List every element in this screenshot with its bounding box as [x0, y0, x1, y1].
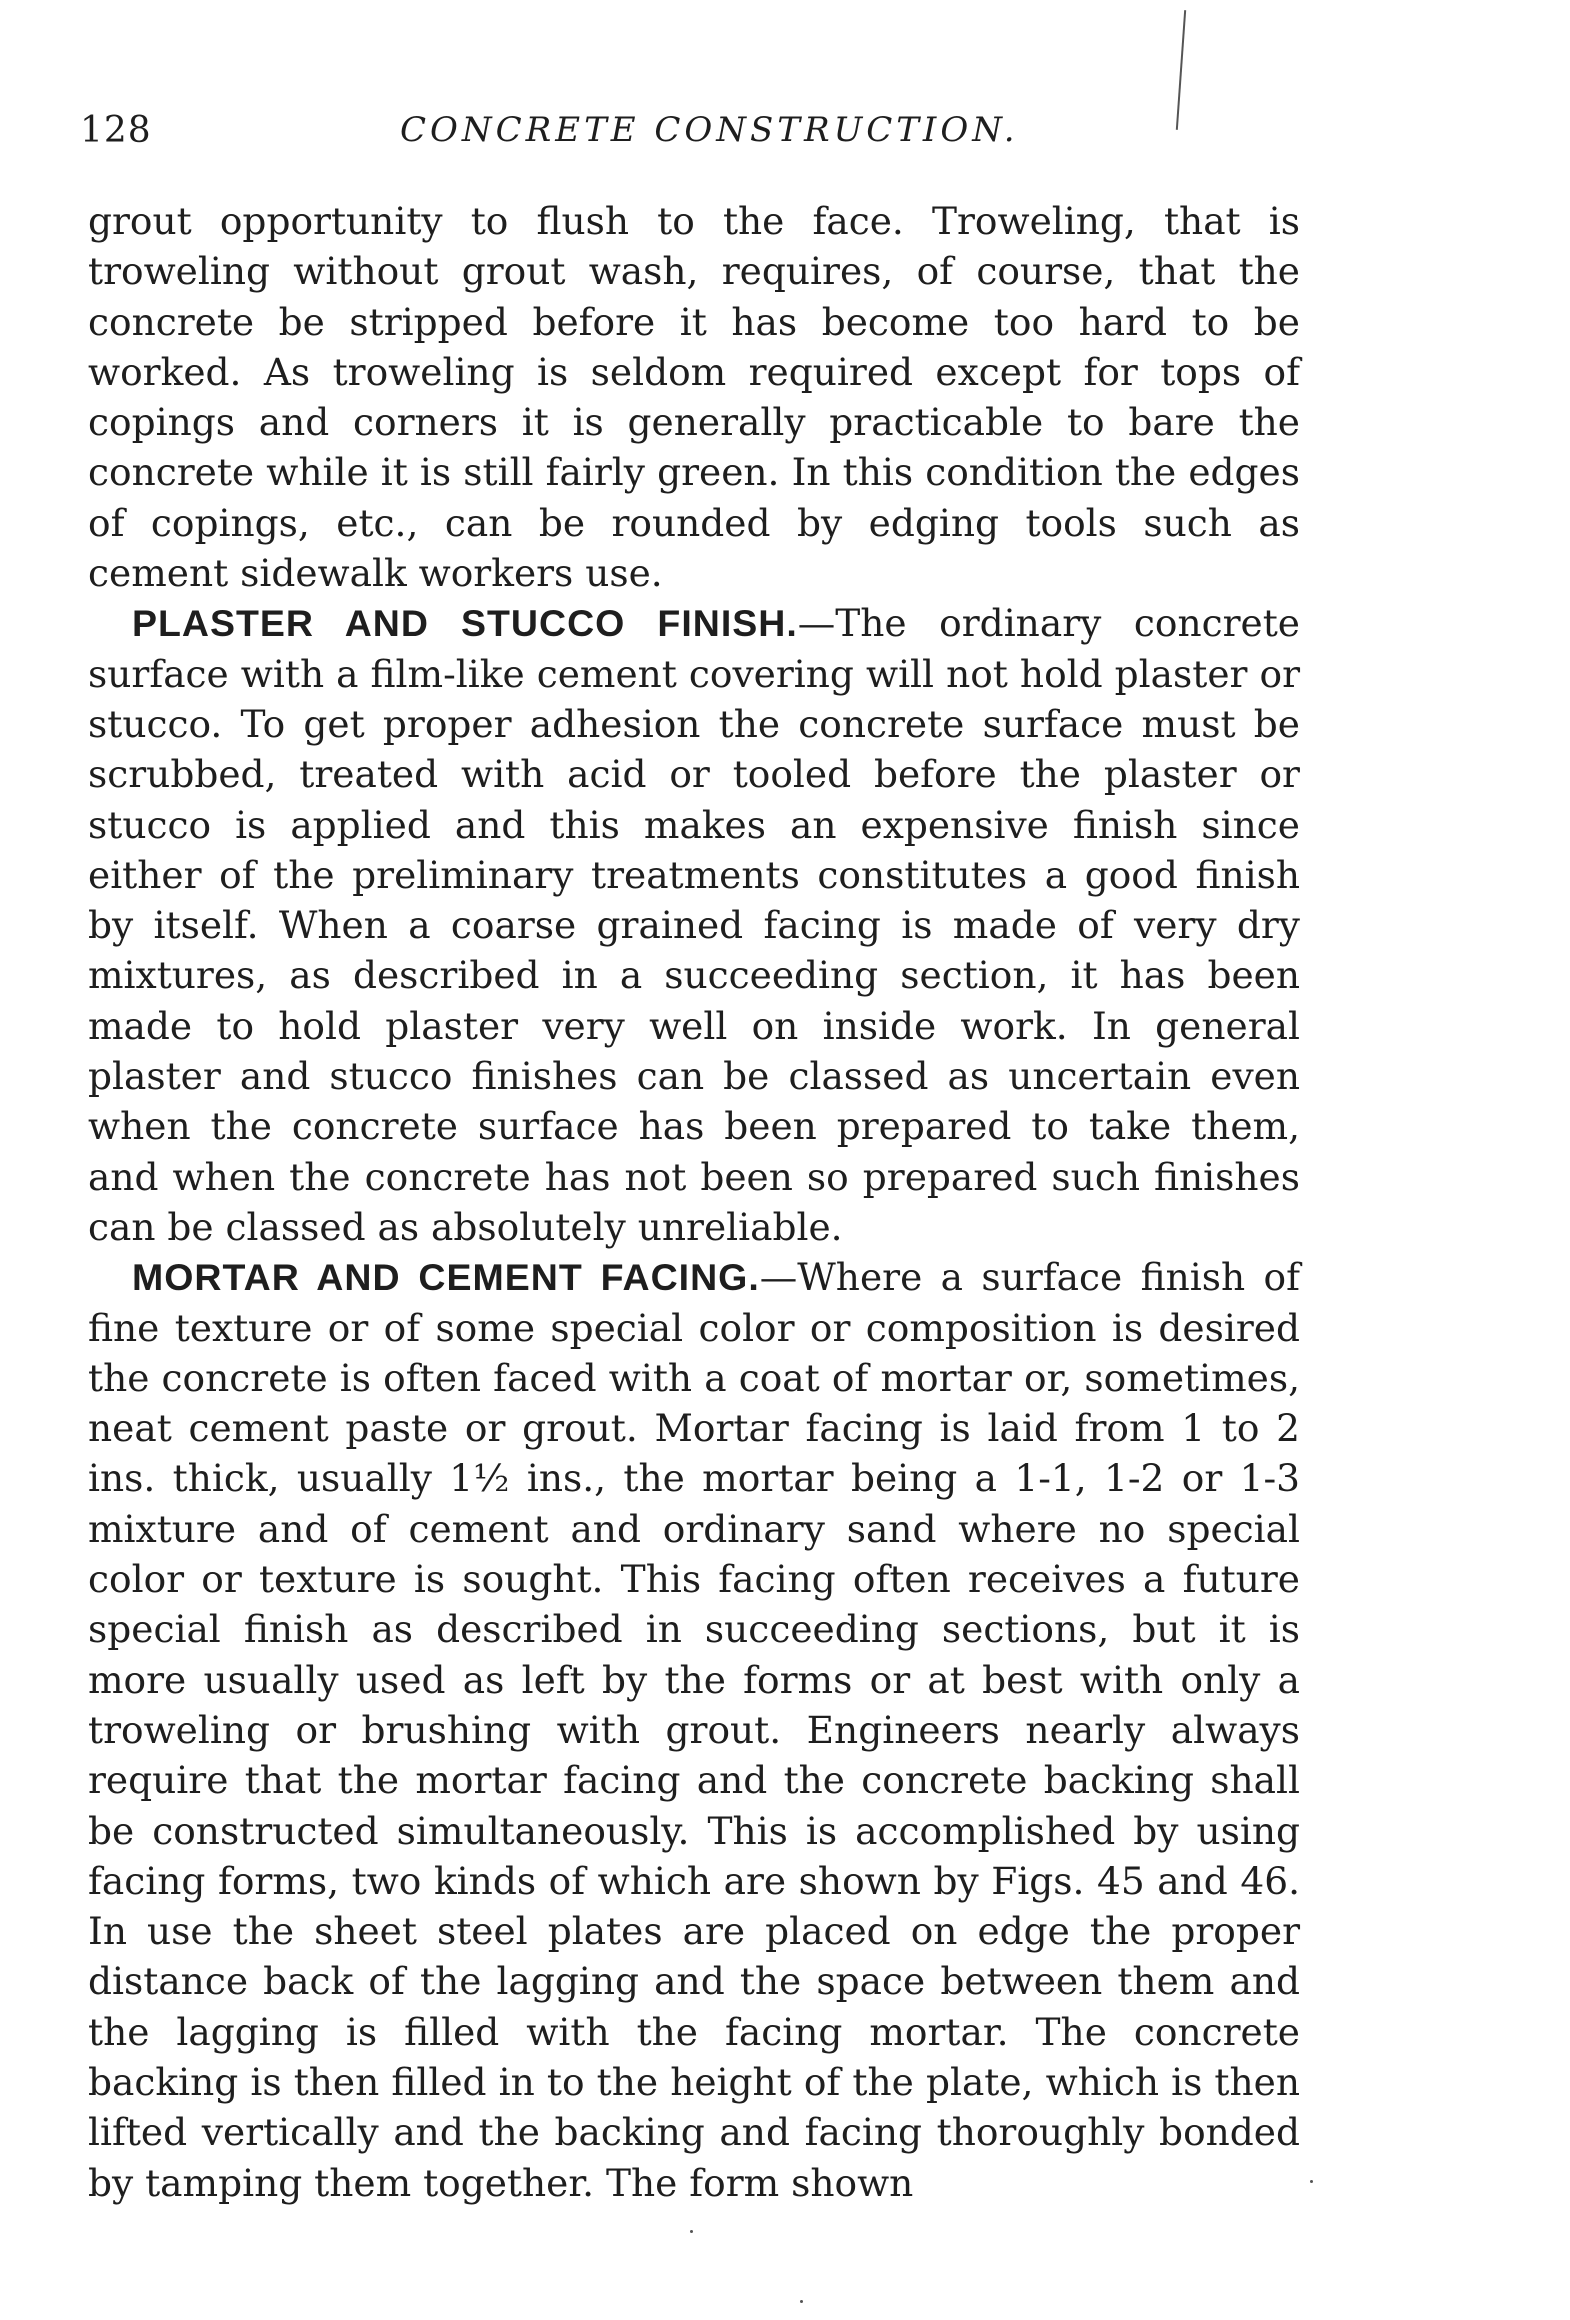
scan-artifact-dot — [800, 2300, 803, 2303]
paragraph-continuation — [88, 196, 1300, 598]
running-title: CONCRETE CONSTRUCTION. — [400, 110, 1019, 150]
page-header — [80, 110, 1300, 170]
page-number: 128 — [80, 110, 152, 151]
paragraph-mortar-cement — [88, 1252, 1300, 2208]
section-heading-plaster-stucco: PLASTER AND STUCCO FINISH. — [132, 602, 798, 645]
paragraph-text: —The ordinary concrete surface with a film-like cement covering will not hold plaster or stucco. To get proper adhesion the concrete surface must be scrubbed, treated with acid or tooled before the plaster or stucco is applied and this makes an expensive finish since either of the preliminary treatments constitutes a good finish by itself. When a coarse grained facing is made of very dry mixtures, as described in a succeeding section, it has been made to hold plaster very well on inside work. In general plaster and stucco finishes can be classed as uncertain even when the concrete surface has been prepared to take them, and when the concrete has not been so prepared such finishes can be classed as absolutely unreliable. — [88, 601, 1300, 1249]
paragraph-text: grout opportunity to flush to the face. Troweling, that is troweling without grout wash, requires, of course, that the concrete be stripped before it has become too hard to be worked. As troweling is seldom required except for tops of copings and corners it is generally practicable to bare the concrete while it is still fairly green. In this condition the edges of copings, etc., can be rounded by edging tools such as cement sidewalk workers use. — [88, 199, 1300, 596]
scan-artifact-dot — [690, 2230, 693, 2233]
body-text — [88, 196, 1300, 2208]
section-heading-mortar-cement: MORTAR AND CEMENT FACING. — [132, 1256, 760, 1299]
paragraph-text: —Where a surface finish of fine texture or of some special color or composition is desired the concrete is often faced with a coat of mortar or, sometimes, neat cement paste or grout. Mortar facing is laid from 1 to 2 ins. thick, usually 1½ ins., the mortar being a 1-1, 1-2 or 1-3 mixture and of cement and ordinary sand where no special color or texture is sought. This facing often receives a future special finish as described in succeeding sections, but it is more usually used as left by the forms or at best with only a troweling or brushing with grout. Engineers nearly always require that the mortar facing and the concrete backing shall be constructed simultaneously. This is accomplished by using facing forms, two kinds of which are shown by Figs. 45 and 46. In use the sheet steel plates are placed on edge the proper distance back of the lagging and the space between them and the lagging is filled with the facing mortar. The concrete backing is then filled in to the height of the plate, which is then lifted vertically and the backing and facing thoroughly bonded by tamping them together. The form shown — [88, 1255, 1300, 2205]
paragraph-plaster-stucco — [88, 598, 1300, 1252]
scan-artifact-dot — [1310, 2180, 1313, 2183]
